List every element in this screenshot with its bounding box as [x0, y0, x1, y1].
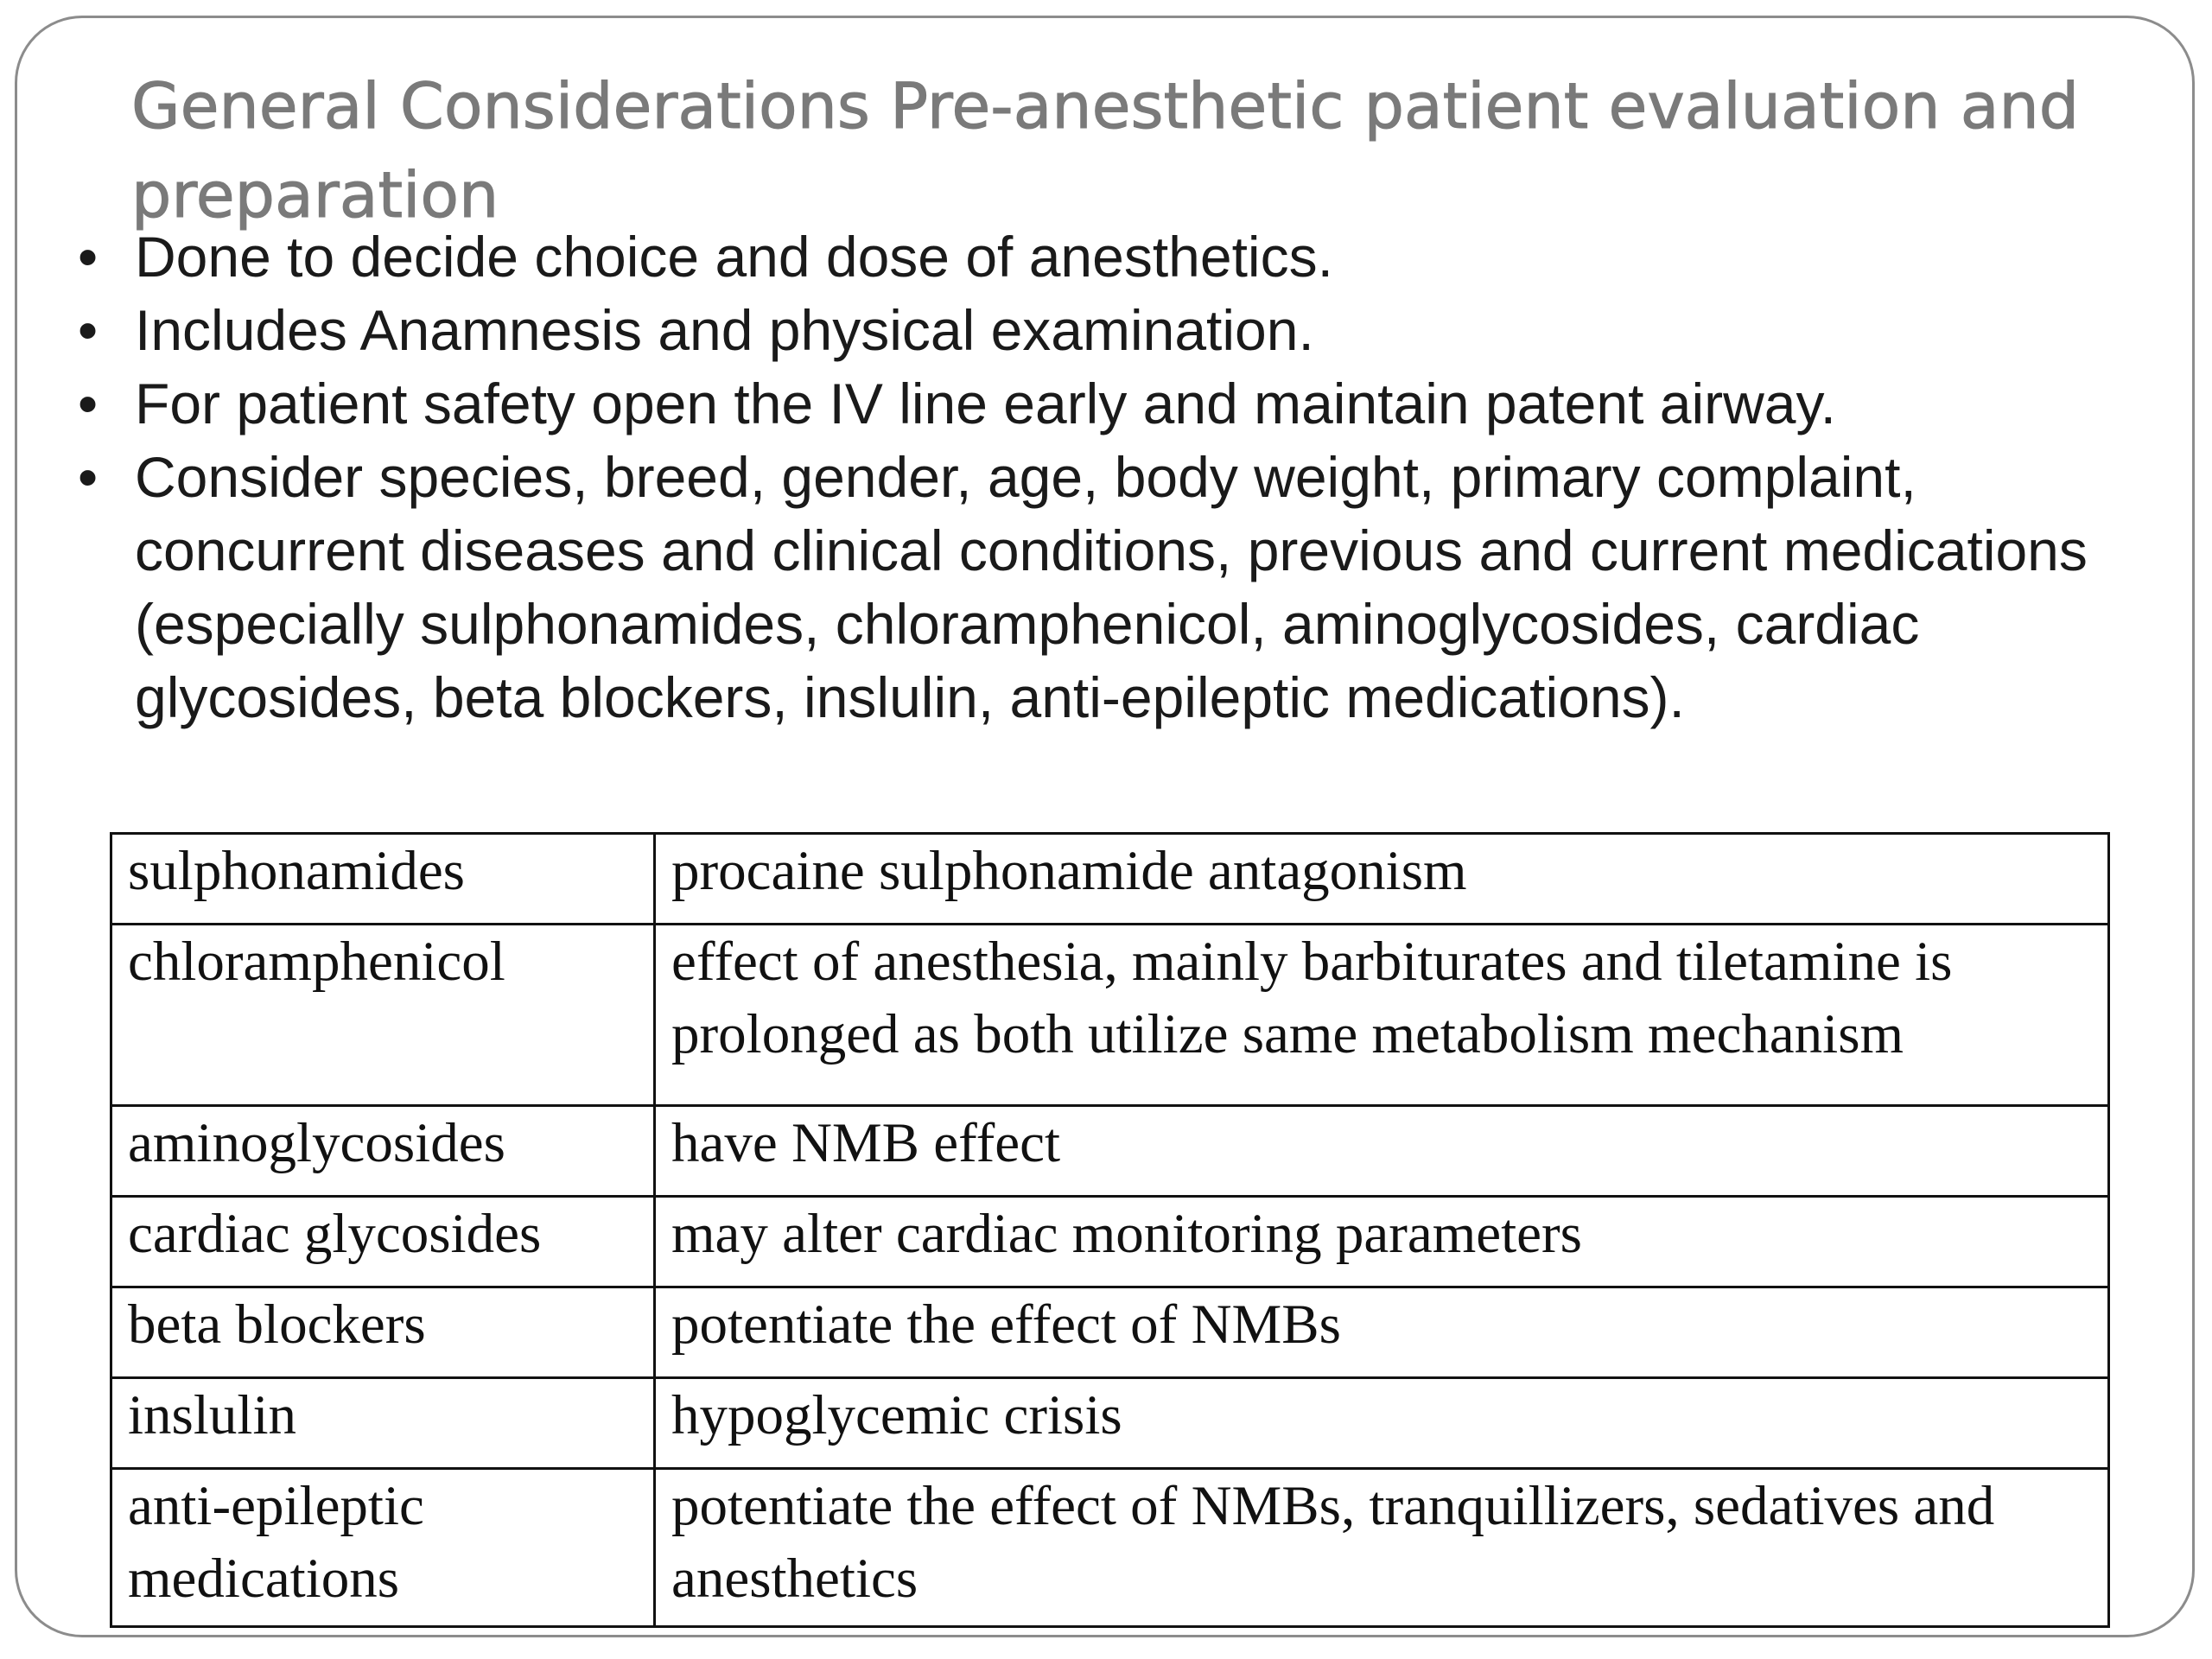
- bullet-dot-icon: •: [78, 298, 99, 362]
- effect-cell: have NMB effect: [655, 1106, 2109, 1197]
- drug-cell: cardiac glycosides: [111, 1197, 655, 1287]
- bullet-dot-icon: •: [78, 445, 99, 509]
- bullet-item-decide-dose: [78, 220, 2091, 294]
- table-row: [111, 1378, 2109, 1469]
- effect-cell: effect of anesthesia, mainly barbiturates and tiletamine is prolonged as both utilize same metabolism mechanism: [655, 925, 2109, 1106]
- bullet-text: Done to decide choice and dose of anesthetics.: [135, 225, 1333, 289]
- bullet-item-patient-safety: [78, 367, 2091, 441]
- drug-cell: chloramphenicol: [111, 925, 655, 1106]
- bullet-item-considerations: [78, 441, 2091, 734]
- bullet-text: Consider species, breed, gender, age, body weight, primary complaint, concurrent diseases and clinical conditions, previous and current medications (especially sulphonamides, chloramphenicol, aminoglycosides, cardiac glycosides, beta blockers, inslulin, anti-epileptic medications).: [135, 445, 2088, 729]
- table-row: [111, 1106, 2109, 1197]
- drug-cell: sulphonamides: [111, 834, 655, 925]
- table-row: [111, 1287, 2109, 1378]
- table-row: [111, 1469, 2109, 1627]
- bullet-item-anamnesis: [78, 294, 2091, 367]
- drug-interaction-table: [110, 832, 2110, 1628]
- drug-cell: aminoglycosides: [111, 1106, 655, 1197]
- bullet-text: For patient safety open the IV line early and maintain patent airway.: [135, 372, 1836, 435]
- effect-cell: hypoglycemic crisis: [655, 1378, 2109, 1469]
- table-row: [111, 1197, 2109, 1287]
- drug-cell: beta blockers: [111, 1287, 655, 1378]
- effect-cell: may alter cardiac monitoring parameters: [655, 1197, 2109, 1287]
- table-row: [111, 925, 2109, 1106]
- slide-title: General Considerations Pre-anesthetic patient evaluation and preparation: [131, 70, 2080, 232]
- bullet-text: Includes Anamnesis and physical examination.: [135, 298, 1314, 362]
- drug-cell: anti-epileptic medications: [111, 1469, 655, 1627]
- table-row: [111, 834, 2109, 925]
- effect-cell: potentiate the effect of NMBs, tranquillizers, sedatives and anesthetics: [655, 1469, 2109, 1627]
- bullet-list: [78, 220, 2091, 734]
- drug-cell: inslulin: [111, 1378, 655, 1469]
- bullet-dot-icon: •: [78, 372, 99, 435]
- effect-cell: potentiate the effect of NMBs: [655, 1287, 2109, 1378]
- effect-cell: procaine sulphonamide antagonism: [655, 834, 2109, 925]
- bullet-dot-icon: •: [78, 225, 99, 289]
